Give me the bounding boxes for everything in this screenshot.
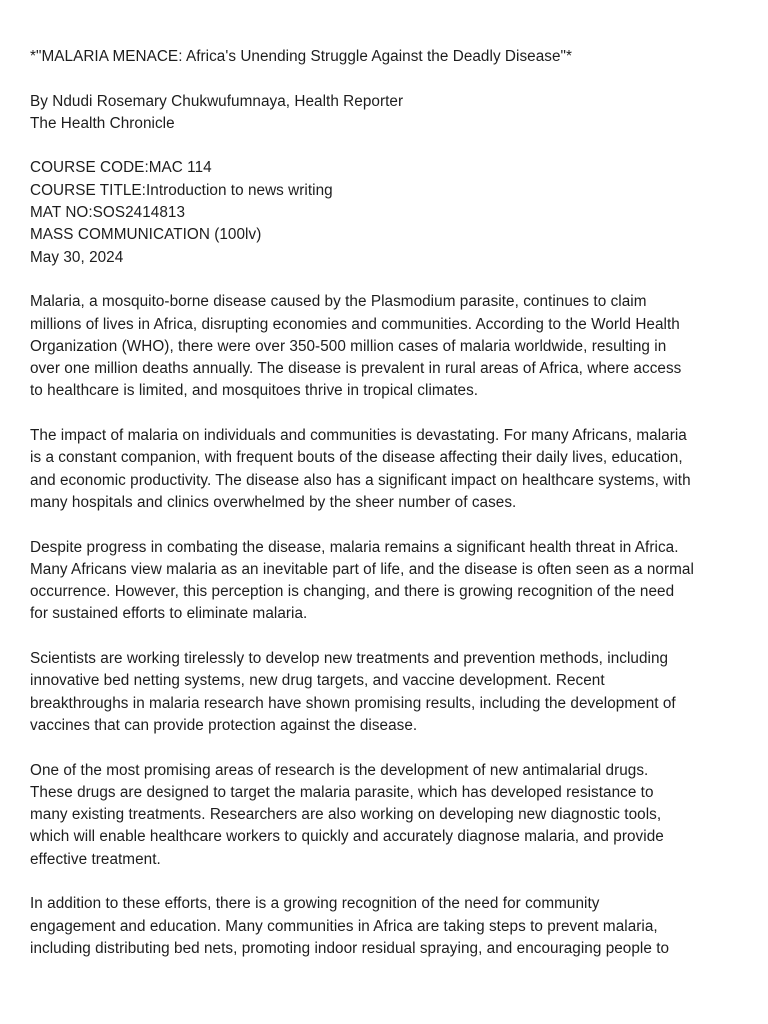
paragraph-line: One of the most promising areas of research is the development of new antimalarial drugs. bbox=[30, 761, 649, 779]
paragraph-line: innovative bed netting systems, new drug targets, and vaccine development. Recent bbox=[30, 672, 605, 690]
paragraph-line: many existing treatments. Researchers are also working on developing new diagnostic tools, bbox=[30, 806, 662, 824]
paragraph-line: which will enable healthcare workers to quickly and accurately diagnose malaria, and provide bbox=[30, 828, 664, 846]
spacer bbox=[30, 68, 742, 90]
paragraph-line: These drugs are designed to target the malaria parasite, which has developed resistance to bbox=[30, 783, 654, 801]
body-paragraph bbox=[30, 648, 742, 737]
paragraph-line: In addition to these efforts, there is a growing recognition of the need for community bbox=[30, 895, 600, 913]
headline: *"MALARIA MENACE: Africa's Unending Struggle Against the Deadly Disease"* bbox=[30, 48, 573, 65]
paragraph-line: to healthcare is limited, and mosquitoes thrive in tropical climates. bbox=[30, 382, 479, 400]
paragraph-line: for sustained efforts to eliminate malaria. bbox=[30, 605, 308, 623]
course-title: COURSE TITLE:Introduction to news writing bbox=[30, 181, 333, 199]
paragraph-line: Many Africans view malaria as an inevitable part of life, and the disease is often seen as a normal bbox=[30, 560, 694, 578]
paragraph-line: millions of lives in Africa, disrupting economies and communities. According to the World Health bbox=[30, 315, 680, 333]
paragraph-line: over one million deaths annually. The disease is prevalent in rural areas of Africa, where access bbox=[30, 360, 682, 378]
paragraph-line: Scientists are working tirelessly to develop new treatments and prevention methods, including bbox=[30, 650, 669, 668]
paragraph-line: is a constant companion, with frequent bouts of the disease affecting their daily lives, education, bbox=[30, 449, 683, 467]
spacer bbox=[30, 269, 742, 291]
paragraph-line: Organization (WHO), there were over 350-500 million cases of malaria worldwide, resulting in bbox=[30, 337, 667, 355]
course-code: COURSE CODE:MAC 114 bbox=[30, 159, 212, 177]
paragraph-line: many hospitals and clinics overwhelmed by the sheer number of cases. bbox=[30, 493, 517, 511]
body-paragraph bbox=[30, 760, 742, 871]
body-paragraph bbox=[30, 537, 742, 626]
article-document bbox=[30, 46, 742, 982]
paragraph-line: breakthroughs in malaria research have shown promising results, including the development of bbox=[30, 694, 676, 712]
paragraph-line: Malaria, a mosquito-borne disease caused by the Plasmodium parasite, continues to claim bbox=[30, 293, 647, 311]
paragraph-line: engagement and education. Many communities in Africa are taking steps to prevent malaria, bbox=[30, 917, 658, 935]
department: MASS COMMUNICATION (100lv) bbox=[30, 226, 262, 244]
body-paragraph bbox=[30, 893, 742, 960]
paragraph-line: occurrence. However, this perception is changing, and there is growing recognition of the need bbox=[30, 583, 675, 601]
paragraph-line: Despite progress in combating the disease, malaria remains a significant health threat in Africa. bbox=[30, 538, 679, 556]
publication-name: The Health Chronicle bbox=[30, 114, 175, 132]
body-paragraph bbox=[30, 425, 742, 514]
spacer bbox=[30, 135, 742, 157]
mat-no: MAT NO:SOS2414813 bbox=[30, 204, 186, 222]
body-paragraph bbox=[30, 291, 742, 402]
paragraph-line: vaccines that can provide protection against the disease. bbox=[30, 716, 418, 734]
paragraph-line: and economic productivity. The disease also has a significant impact on healthcare systems, with bbox=[30, 471, 691, 489]
paragraph-line: effective treatment. bbox=[30, 850, 161, 868]
byline: By Ndudi Rosemary Chukwufumnaya, Health Reporter bbox=[30, 92, 404, 110]
paragraph-line: including distributing bed nets, promoting indoor residual spraying, and encouraging people to bbox=[30, 939, 670, 957]
article-date: May 30, 2024 bbox=[30, 248, 124, 266]
paragraph-line: The impact of malaria on individuals and communities is devastating. For many Africans, malaria bbox=[30, 427, 687, 445]
